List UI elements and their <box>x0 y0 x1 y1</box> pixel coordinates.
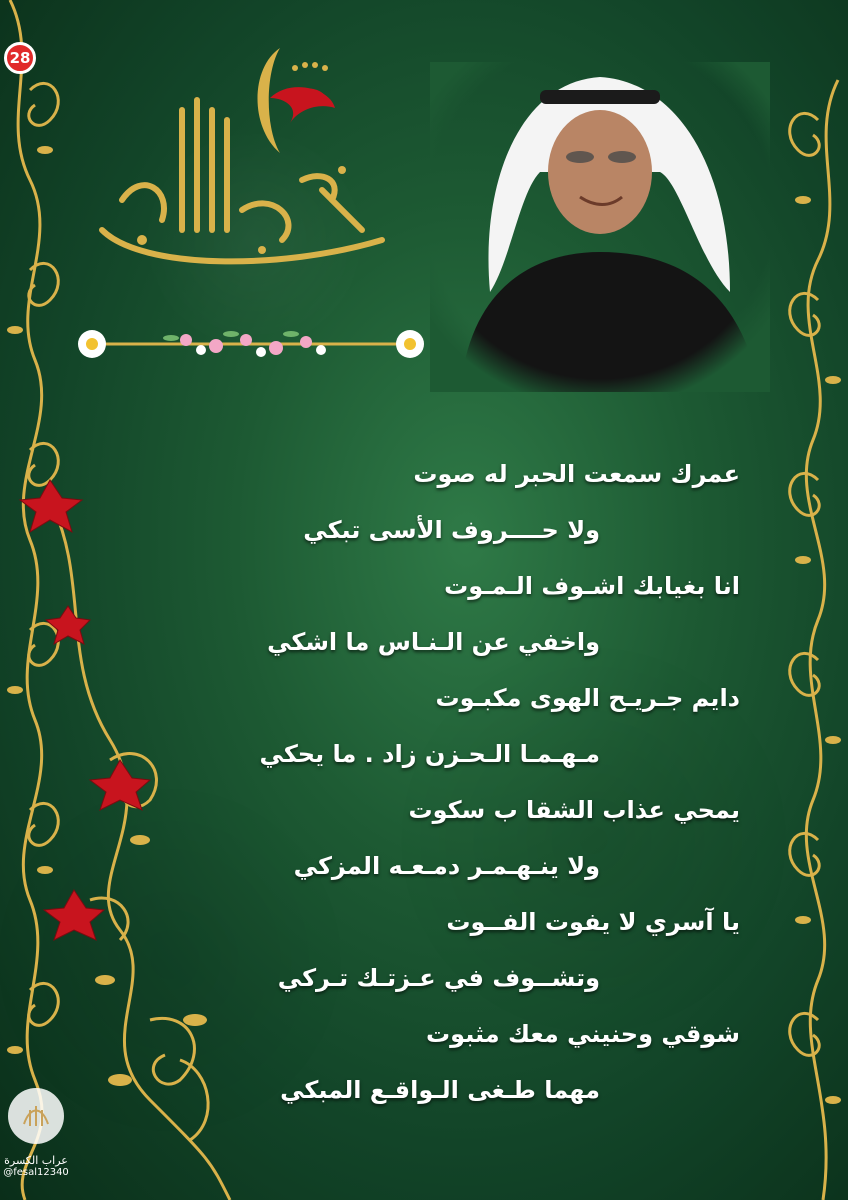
gold-scroll-border-right <box>778 0 848 1200</box>
watermark-name: عراب الكسرة <box>4 1154 68 1167</box>
daisy-flower-icon <box>78 330 106 358</box>
daisy-flower-icon <box>396 330 424 358</box>
watermark-handle: @fesal12340 <box>3 1167 69 1178</box>
watermark <box>2 1088 70 1200</box>
red-flower-icon <box>20 480 82 532</box>
verse-line: ولا ينـهـمـر دمـعـه المزكي <box>293 852 600 880</box>
poet-portrait <box>430 62 770 392</box>
floral-divider <box>76 320 428 368</box>
verse-line: يا آسري لا يفوت الفــوت <box>446 908 740 936</box>
verse-line: انا بغيابك اشـوف الـمـوت <box>444 572 740 600</box>
verse-line: شوقي وحنيني معك مثبوت <box>426 1020 740 1048</box>
red-flower-icon <box>46 606 90 644</box>
verse-line: ولا حــــروف الأسى تبكي <box>303 516 600 544</box>
verse-line: مهما طـغى الـواقـع المبكي <box>280 1076 600 1104</box>
page-number-badge: 28 <box>4 42 36 74</box>
verse-line: يمحي عذاب الشقا ب سكوت <box>408 796 740 824</box>
verse-line: وتشــوف في عـزتـك تـركي <box>277 964 600 992</box>
red-flower-icon <box>90 760 150 810</box>
verse-line: مـهـمـا الـحـزن زاد . ما يحكي <box>259 740 600 768</box>
watermark-logo-icon <box>8 1088 64 1144</box>
poem <box>250 460 740 1132</box>
verse-line: عمرك سمعت الحبر له صوت <box>413 460 740 488</box>
verse-line: واخفي عن الـنـاس ما اشكي <box>267 628 600 656</box>
verse-line: دايم جـريـح الهوى مكبـوت <box>435 684 740 712</box>
calligraphy-logo <box>240 38 350 158</box>
